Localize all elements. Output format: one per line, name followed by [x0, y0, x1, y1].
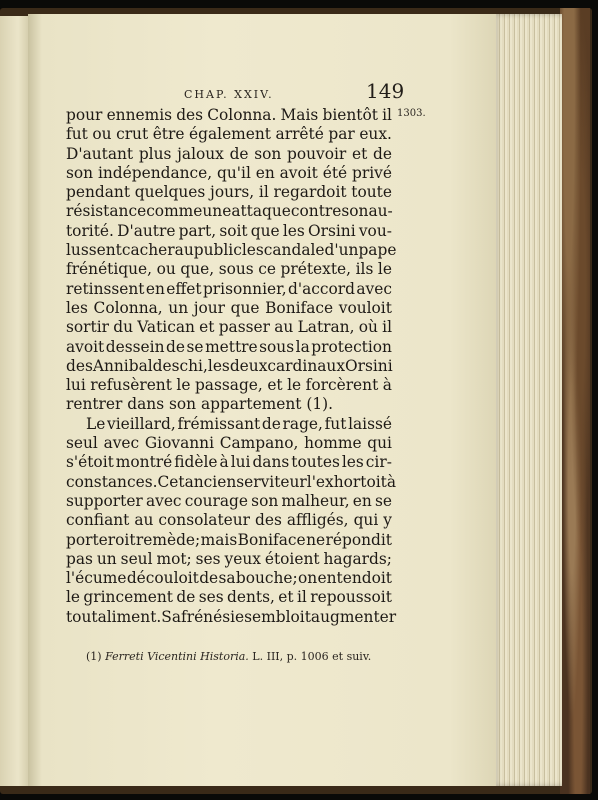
page-number: 149	[366, 79, 405, 103]
running-head: CHAP. XXIV.	[184, 88, 274, 101]
text-line: D'autant plus jaloux de son pouvoir et de	[66, 144, 392, 163]
text-line: fut ou crut être également arrêté par eux.	[66, 125, 392, 144]
body-text	[66, 106, 397, 627]
footnote-reference: L. III, p. 1006 et suiv.	[252, 650, 372, 663]
text-line: lussent cacher au public le scandale d'un pape	[66, 241, 397, 260]
text-line: pour ennemis des Colonna. Mais bientôt il	[66, 106, 392, 124]
text-line: retinssent en effet prisonnier, d'accord avec	[66, 279, 392, 298]
text-line: des Annibaldeschi, les deux cardinaux Orsini	[66, 356, 393, 375]
text-line: tout aliment. Sa frénésie sembloit augmenter	[66, 607, 397, 626]
text-line: le grincement de ses dents, et il repoussoit	[66, 588, 392, 607]
page-edges	[492, 14, 562, 786]
footnote-marker: (1)	[86, 650, 102, 663]
facing-page	[0, 16, 30, 786]
text-line: avoit dessein de se mettre sous la protection	[66, 337, 392, 356]
text-line: résistance comme une attaque contre son au-	[66, 202, 393, 221]
text-line: les Colonna, un jour que Boniface vouloit	[66, 298, 392, 317]
text-line: constances. Cet ancien serviteur l'exhortoit à	[66, 472, 397, 491]
text-line: Le vieillard, frémissant de rage, fut laissé	[86, 414, 392, 433]
text-line: lui refusèrent le passage, et le forcèrent à	[66, 376, 392, 395]
text-line: torité. D'autre part, soit que les Orsini vou-	[66, 221, 392, 240]
text-line: supporter avec courage son malheur, en se	[66, 491, 392, 510]
text-line: frénétique, ou que, sous ce prétexte, ils le	[66, 260, 392, 279]
text-line: rentrer dans son appartement (1).	[66, 395, 334, 414]
text-line: porteroit remède; mais Boniface ne répondit	[66, 530, 392, 549]
footnote	[86, 650, 371, 663]
marbled-edge	[560, 8, 590, 794]
text-line: s'étoit montré fidèle à lui dans toutes les cir-	[66, 453, 392, 472]
text-line: l'écume découloit de sa bouche; on entendoit	[66, 569, 392, 588]
text-line: pas un seul mot; ses yeux étoient hagards;	[66, 549, 392, 568]
text-line: sortir du Vatican et passer au Latran, où il	[66, 318, 392, 337]
margin-date: 1303.	[397, 108, 426, 119]
text-line: confiant au consolateur des affligés, qui y	[66, 511, 392, 530]
text-line: pendant quelques jours, il regardoit toute	[66, 183, 392, 202]
footnote-title: Ferreti Vicentini Historia.	[105, 650, 249, 663]
text-line: son indépendance, qu'il en avoit été privé	[66, 163, 392, 182]
text-line: seul avec Giovanni Campano, homme qui	[66, 434, 392, 453]
